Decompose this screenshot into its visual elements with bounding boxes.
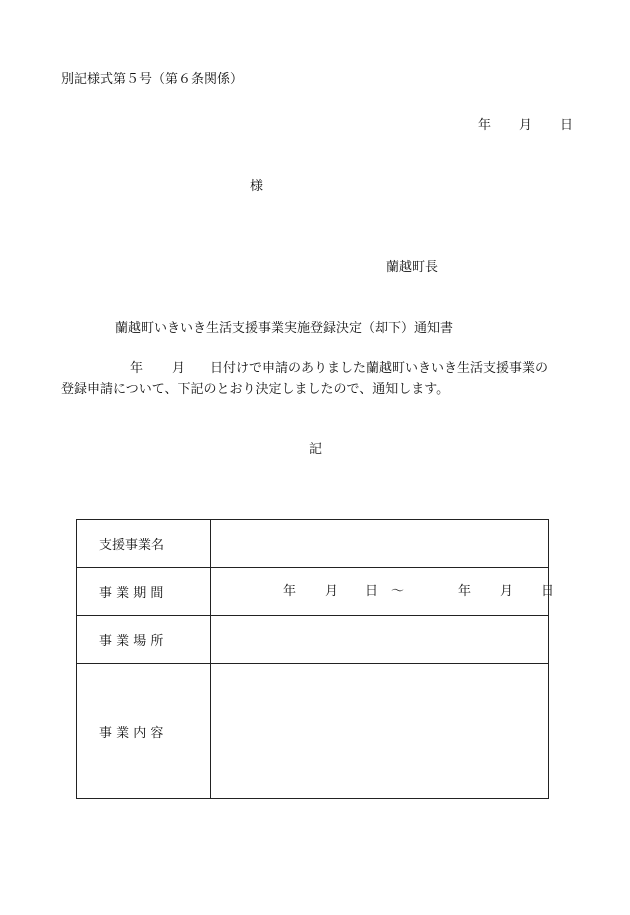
label-period: 事 業 期 間 [77, 568, 211, 616]
value-location[interactable] [211, 616, 549, 664]
period-start-month: 月 [325, 584, 339, 599]
date-year: 年 [478, 118, 492, 133]
label-content: 事 業 内 容 [77, 664, 211, 799]
label-location: 事 業 場 所 [77, 616, 211, 664]
period-start-year: 年 [283, 584, 297, 599]
body-line1-text: 日付けで申請のありました蘭越町いきいき生活支援事業の [210, 361, 549, 376]
issuer: 蘭越町長 [386, 260, 439, 275]
date-day: 日 [560, 118, 574, 133]
form-number: 別記様式第５号（第６条関係） [61, 72, 244, 87]
addressee-suffix: 様 [250, 179, 264, 194]
period-end-month: 月 [500, 584, 514, 599]
label-support-name: 支援事業名 [77, 520, 211, 568]
period-fields [211, 568, 555, 615]
period-tilde: ～ [391, 584, 405, 599]
table-row-support-name [77, 520, 549, 568]
value-content[interactable] [211, 664, 549, 799]
table-row-location [77, 616, 549, 664]
body-line-1 [130, 361, 548, 377]
table-row-content [77, 664, 549, 799]
period-end-day: 日 [541, 584, 555, 599]
body-month: 月 [172, 361, 186, 376]
period-end-year: 年 [458, 584, 472, 599]
date-month: 月 [519, 118, 533, 133]
date-line [478, 118, 573, 134]
value-period[interactable] [211, 568, 555, 616]
value-support-name[interactable] [211, 520, 549, 568]
body-year: 年 [130, 361, 144, 376]
info-table [76, 519, 555, 799]
document-title: 蘭越町いきいき生活支援事業実施登録決定（却下）通知書 [115, 321, 454, 336]
ki-heading: 記 [309, 442, 323, 457]
table-row-period [77, 568, 549, 616]
body-line-2: 登録申請について、下記のとおり決定しましたので、通知します。 [61, 382, 450, 397]
period-start-day: 日 [365, 584, 379, 599]
